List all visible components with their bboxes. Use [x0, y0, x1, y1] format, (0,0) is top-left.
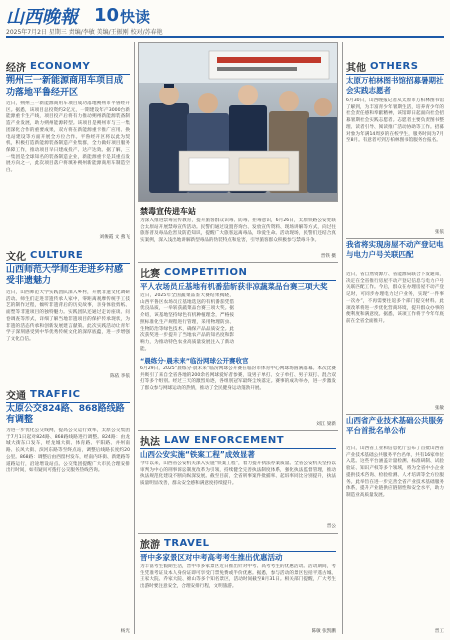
- masthead-rule: [6, 36, 444, 38]
- page-name: 快读: [120, 8, 151, 26]
- economy-section-cn: 经济: [6, 63, 26, 74]
- culture-section-cn: 文化: [6, 252, 26, 263]
- economy-section-header: [6, 60, 90, 73]
- economy-rule: [6, 74, 130, 75]
- masthead: [0, 0, 450, 34]
- competition-section-cn: 比赛: [140, 269, 160, 280]
- travel-rule: [140, 551, 336, 552]
- traffic-byline: 杨光: [120, 629, 130, 634]
- others-headline: 太原万柏林图书馆招募暑期社会实践志愿者: [346, 76, 444, 95]
- law-section-cn: 执法: [140, 437, 160, 448]
- tennis-body: 6月29日，2025“晨练分·晨未来”临汾网球公开赛在临汾市体育中心网球场圆满落幕。本次比赛共吸引了来自全省各地的200余名网球爱好者参赛，设男子单打、女子单打、男子双打、混合双打等多个组别。经过三天的激烈角逐，各组别冠军最终尘埃落定。赛事的成功举办，进一步激发了群众参与网球运动的热情，推动了全民健身运动蓬勃开展。: [140, 366, 336, 392]
- law-rule: [140, 448, 336, 449]
- culture-section-en: CULTURE: [30, 250, 84, 261]
- competition-headline: 平人农场员丘基地有机番茄斩获非凉蔬菜品台赛三项大奖: [140, 282, 328, 291]
- law-headline: 山西公安实施“铁案工程”成效显著: [140, 450, 255, 459]
- competition-rule: [140, 280, 336, 281]
- others-byline: 张依: [434, 230, 444, 235]
- economy-section-en: ECONOMY: [30, 61, 91, 72]
- column-divider-left: [134, 42, 135, 634]
- energy-byline: 张敏: [434, 406, 444, 411]
- others-section-header: [346, 60, 418, 73]
- culture-section-header: [6, 249, 83, 262]
- economy-body: 近日，朔州三一新能源商用车项目成功落地朔州市平鲁经开区。据悉，该项目总投资约2亿元，一期建设年产3000台新能源重卡生产线，项目投产后将有力推动朔州新能源装备制造产业发展，助力朔州能源转型。该项目是朔州市与三一集团深化合作的重要成果，双方将在新能源重卡推广应用、换电站建设等方面开展全方位合作。平鲁经开区将以此为契机，积极打造新能源装备制造产业集群，全力做好项目服务保障工作，推动项目早日建成投产、达产达效。据了解，三一集团是全球知名的装备制造企业，新能源重卡是其重点发展方向之一，此次项目落户将填补朔州新能源商用车制造空白。: [6, 101, 130, 174]
- traffic-rule: [6, 402, 130, 403]
- competition-section-header: [140, 266, 247, 279]
- photo-caption-body: 为深入推进禁毒宣传教育，提升旅客群众识毒、防毒、拒毒意识，6月26日，太原铁路公安处联合太原站开展禁毒宣传活动。民警们通过设置咨询台、发放宣传资料、现场讲解等方式，向过往旅客普及毒品危害及防范知识，提醒广大旅客远离毒品，珍爱生命。活动现场，民警们还结合真实案例，深入浅出地讲解新型毒品的伪装特点和危害，引导旅客群众积极参与禁毒斗争。: [140, 218, 336, 244]
- others-section-cn: 其他: [346, 63, 366, 74]
- anti-drug-photo: [138, 42, 338, 202]
- law-top-rule: [138, 430, 338, 431]
- travel-headline: 晋中多家景区对中考高考考生推出优惠活动: [140, 553, 283, 562]
- energy-body: 近日，省自然资源厅、省能源局联合下发通知，决定在全省推行房屋不动产登记信息与电力户号关联匹配工作。今后，群众在办理房屋不动产登记时，可同步办理电力过户业务，实现“一件事一次办”，不再需要往返多个部门提交材料。此项改革将进一步优化营商环境，提升群众办事的便利度和满意度。据悉，该项工作将于今年年底前在全省全面推开。: [346, 272, 444, 324]
- newspaper-logo: [6, 4, 92, 28]
- law-byline: 晋公: [326, 524, 336, 529]
- column-divider-right: [342, 42, 343, 634]
- traffic-section-header: [6, 388, 80, 401]
- tech-headline: 山西省产业技术基础公共服务平台首批名单公布: [346, 416, 444, 435]
- issue-line: 2025年7月2日 星期三 责编/李敏 美编/王振刚 校对/苏春艳: [6, 29, 163, 36]
- tennis-headline: “晨练分·晨未来”临汾网球公开赛收官: [140, 357, 249, 365]
- tech-top-rule: [346, 414, 444, 415]
- photo-byline: 晋铁 摄: [320, 254, 336, 259]
- others-body: 6月30日，山西晚报记者从太原市万柏林图书馆了解到，为丰富青少年暑期生活，培养青少年的社会责任感和奉献精神，该馆即日起面向社会招募暑期社会实践志愿者。志愿者主要负责图书整理、读者引导、阅读推广活动协助等工作。招募对象为年满14周岁的在校学生，服务时间为7月至8月。有意者可到万柏林图书馆服务台报名。: [346, 98, 444, 144]
- travel-section-cn: 旅游: [140, 540, 160, 551]
- competition-top-rule: [138, 262, 338, 263]
- tech-byline: 晋工: [434, 629, 444, 634]
- law-section-header: [140, 434, 284, 447]
- others-section-en: OTHERS: [370, 61, 419, 72]
- competition-section-en: COMPETITION: [164, 267, 248, 278]
- tech-body: 近日，山西省工业和信息化厅公布了首批山西省产业技术基础公共服务平台名单，共有16家单位入选。这些平台涵盖计量检测、标准研制、试验验证、知识产权等多个领域，将为全省中小企业提供技术咨询、检验检测、人才培训等全方位服务。此举旨在进一步完善全省产业技术基础服务体系，提升产业链供应链韧性和安全水平，助力制造业高质量发展。: [346, 446, 444, 498]
- competition-body: 近日，2025年全国蔬菜品鉴大赛结果揭晓，山西平鲁区农场员丘基地选送的有机番茄凭借优良品质，一举斩获蔬菜品台赛三项大奖。据介绍，该基地坚持绿色有机种植理念，严格按照标准化生产规程进行管理，采用物理防虫、生物防治等绿色技术，确保产品品质安全。此次获奖进一步提升了当地农产品的知名度和影响力，为推动特色农业高质量发展注入了新动能。: [140, 293, 234, 352]
- travel-section-en: TRAVEL: [164, 538, 210, 549]
- tennis-byline: 刘江 梁新: [316, 422, 336, 427]
- traffic-section-en: TRAFFIC: [30, 389, 81, 400]
- law-body: 今年以来，山西省公安机关深入实施“铁案工程”，着力提升执法办案质量。全省公安机关坚持以审判为中心的刑事诉讼制度改革为引领，持续健全完善执法制度体系，强化执法监督管理，推动执法规范化建设不断向纵深发展。截至目前，全省刑事案件批捕率、起诉率同比分别提升，执法质量明显改善，群众安全感和满意度持续提升。: [140, 461, 336, 487]
- travel-section-header: [140, 537, 210, 550]
- traffic-headline: 太原公交824路、868路线路有调整: [6, 404, 125, 425]
- travel-top-rule: [138, 533, 338, 534]
- culture-body: 近日，山西师范大学实践团队深入乡村，开展非遗文化调研活动。师生们走进非遗传承人家中，零距离观摩传统手工技艺的制作过程，倾听非遗背后的历史故事，亲身体验剪纸、面塑等非遗项目的独特魅力。实践团队还通过走访座谈、问卷调查等形式，详细了解当地非遗项目的保护传承现状，为非遗的活态传承和创新发展建言献策。此次实践活动让青年学子深刻感受到中华优秀传统文化的深厚底蕴，进一步增强了文化自信。: [6, 290, 130, 342]
- culture-headline: 山西师范大学师生走进乡村感受非遗魅力: [6, 265, 124, 286]
- energy-top-rule: [346, 238, 444, 239]
- economy-byline: 刘俊霞 文 燕飞: [99, 235, 130, 240]
- others-rule: [346, 74, 444, 75]
- law-section-en: LAW ENFORCEMENT: [164, 435, 285, 446]
- svg-text:山西晚報: 山西晚報: [6, 7, 78, 28]
- page-number: 10: [94, 5, 120, 26]
- energy-headline: 我省将实现房屋不动产登记电与电力户号关联匹配: [346, 240, 444, 259]
- station-scene-image: [139, 43, 338, 202]
- traffic-section-cn: 交通: [6, 391, 26, 402]
- travel-byline: 陈敏 张凯鹏: [311, 629, 336, 634]
- culture-rule: [6, 263, 130, 264]
- traffic-body: 为进一步优化公交线网，提高公交运行效率，太原公交集团于7月1日起对824路、868路线路进行调整。824路：由龙城大街东口发车，经龙城大街、体育路、平阳路、并州南路、长风大街、滨河东路等至终点站，调整后线路长度约20公里。868路：调整后由西留村发车，经南内环街、新建路等道路运行，沿途增设站点。公交集团提醒广大市民合理安排出行时间，如有疑问可拨打公交服务热线咨询。: [6, 428, 130, 474]
- economy-headline: 朔州三一新能源商用车项目成功落地平鲁经开区: [6, 76, 124, 98]
- travel-body: 为丰富考生假期生活，晋中市多家景区近日推出针对中考、高考考生的优惠活动。活动期间，考生凭准考证及本人身份证即可享受门票免费或半价优惠。据悉，参与活动的景区包括平遥古城、王家大院、乔家大院、绵山等多个知名景区，活动时间截至8月31日。相关部门提醒，广大考生出游时要注意安全，合理安排行程，文明旅游。: [140, 564, 336, 590]
- photo-caption-title: 禁毒宣传进车站: [140, 207, 196, 216]
- culture-byline: 陈依 李依: [110, 374, 130, 379]
